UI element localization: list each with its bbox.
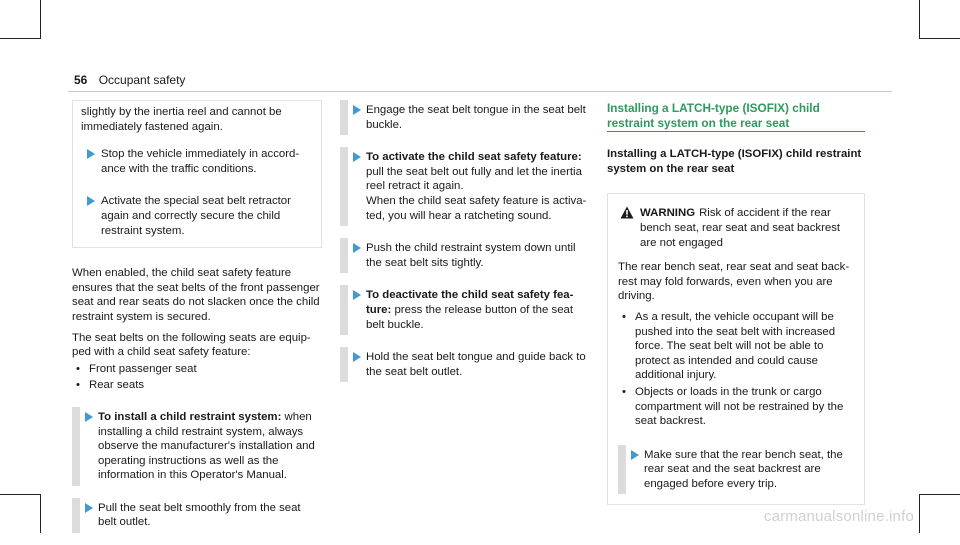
heading-underline [607, 131, 865, 132]
step-hold-tongue: Hold the seat belt tongue and guide back to the seat belt outlet. [340, 347, 590, 382]
arrow-icon [353, 352, 361, 362]
warning-triangle-icon [620, 206, 634, 219]
step-bar [618, 445, 626, 495]
crop-mark [0, 494, 40, 495]
arrow-icon [85, 412, 93, 422]
step-push-restraint: Push the child restraint system down until the seat belt sits tightly. [340, 238, 590, 273]
watermark: carmanualsonline.info [763, 508, 914, 526]
list-item: • Rear seats [72, 378, 322, 393]
step-engage-tongue: Engage the seat belt tongue in the seat belt buckle. [340, 100, 590, 135]
seat-list [72, 362, 322, 393]
section-title: Occupant safety [98, 73, 186, 87]
column-1 [72, 100, 322, 545]
arrow-icon [353, 290, 361, 300]
step-bar [340, 238, 348, 273]
page-number: 56 [74, 73, 88, 87]
warning-title: Risk of accident if the rear bench seat, rear seat and seat backrest are not engaged [640, 207, 841, 249]
step-bar [340, 285, 348, 335]
list-item: • As a result, the vehicle occupant will be pushed into the seat belt with increased force. The seat belt will not be able to protect as intended and could cause additional injury. [618, 310, 852, 383]
arrow-icon [87, 196, 95, 206]
crop-mark [920, 494, 960, 495]
box-text: slightly by the inertia reel and cannot be immediately fastened again. [81, 106, 282, 133]
arrow-icon [353, 243, 361, 253]
arrow-icon [85, 503, 93, 513]
section-heading: Installing a LATCH-type (ISOFIX) child restraint system on the rear seat [607, 101, 820, 130]
column-2 [340, 100, 590, 394]
step-install-child-restraint: To install a child restraint system: when installing a child restraint system, always observe the manufacturer's installation and operating instructions as well as the information in this Operator's Manual. [72, 407, 322, 486]
crop-mark [919, 0, 920, 39]
warning-body: The rear bench seat, rear seat and seat backrest may fold forwards, even when you are driving. [618, 261, 850, 303]
warning-label: WARNING [640, 207, 696, 220]
arrow-icon [87, 149, 95, 159]
continued-box [72, 100, 322, 248]
paragraph: When enabled, the child seat safety feature ensures that the seat belts of the front passenger seat and rear seats do not slacken once the child restraint system is secured. [72, 267, 320, 323]
arrow-icon [631, 450, 639, 460]
crop-mark [40, 0, 41, 39]
crop-mark [920, 38, 960, 39]
crop-mark [0, 38, 40, 39]
crop-mark [40, 494, 41, 533]
step-pull-belt: Pull the seat belt smoothly from the seat belt outlet. [72, 498, 322, 533]
arrow-icon [353, 105, 361, 115]
step-bar [340, 147, 348, 226]
step-bar [340, 347, 348, 382]
header-divider [68, 91, 892, 92]
step-make-sure-engaged: Make sure that the rear bench seat, the rear seat and the seat backrest are engaged before every trip. [618, 445, 852, 495]
step-bar [72, 498, 80, 533]
paragraph: The seat belts on the following seats are equipped with a child seat safety feature: [72, 331, 311, 359]
step-bar [340, 100, 348, 135]
column-3 [607, 100, 865, 505]
step-activate-retractor: Activate the special seat belt retractor again and correctly secure the child restraint system. [81, 191, 313, 241]
step-bar [72, 407, 80, 486]
list-item: • Front passenger seat [72, 362, 322, 377]
warning-box [607, 193, 865, 505]
subheading: Installing a LATCH-type (ISOFIX) child restraint system on the rear seat [607, 148, 862, 175]
step-activate-feature: To activate the child seat safety feature: pull the seat belt out fully and let the inertia reel retract it again. When the child seat safety feature is activated, you will hear a ratcheting sound. [340, 147, 590, 226]
list-item: • Objects or loads in the trunk or cargo compartment will not be restrained by the seat backrest. [618, 385, 852, 429]
warning-list [618, 310, 852, 429]
step-stop-vehicle: Stop the vehicle immediately in accordance with the traffic conditions. [81, 144, 313, 179]
arrow-icon [353, 152, 361, 162]
step-deactivate-feature: To deactivate the child seat safety feature: press the release button of the seat belt buckle. [340, 285, 590, 335]
warning-header [618, 206, 852, 250]
page-header [74, 73, 185, 88]
crop-mark [919, 494, 920, 533]
